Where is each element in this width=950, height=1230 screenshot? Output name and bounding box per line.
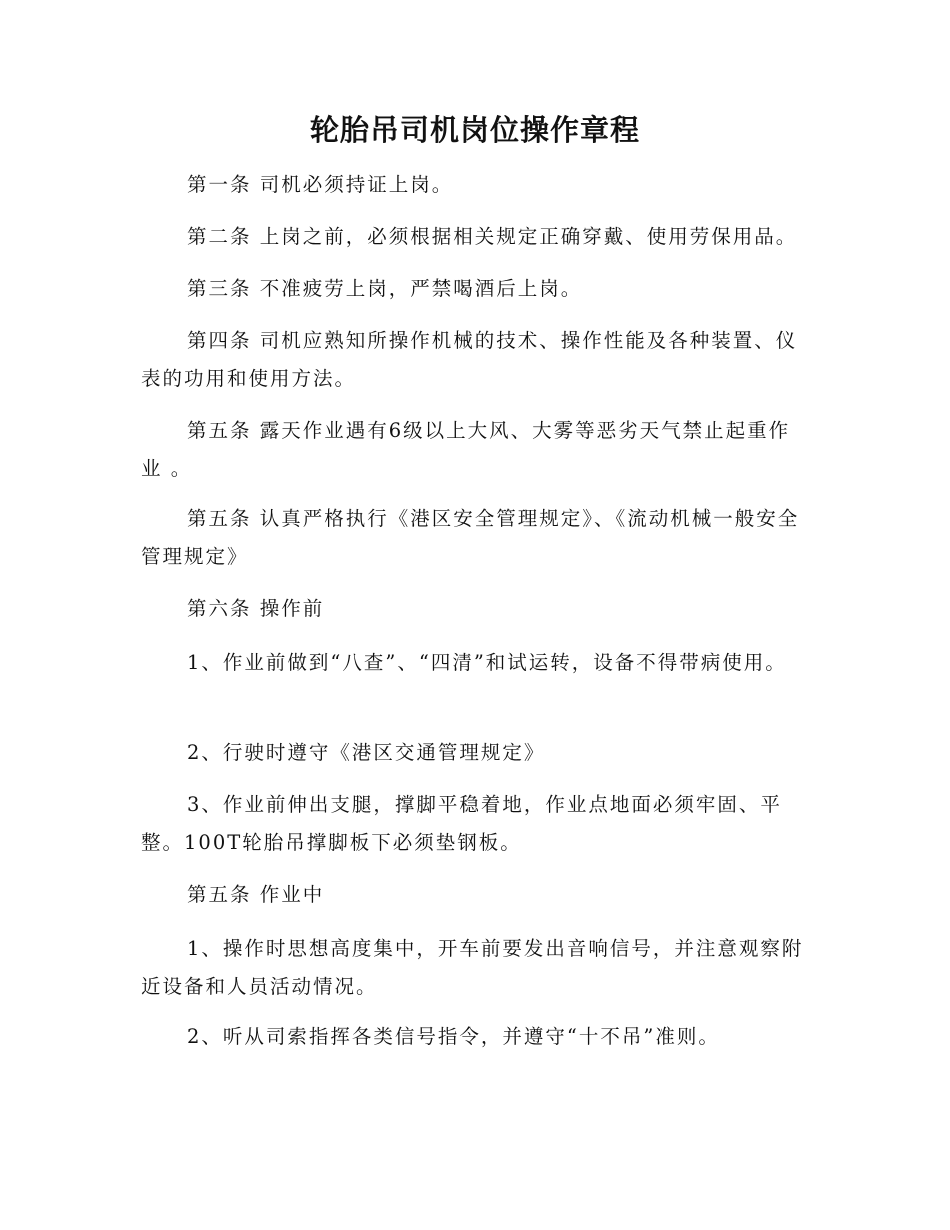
document-title: 轮胎吊司机岗位操作章程 (309, 113, 640, 147)
article-4: 第四条 司机应熟知所操作机械的技术、操作性能及各种装置、仪表的功用和使用方法。 (141, 329, 798, 390)
article-6-heading: 第六条 操作前 (187, 597, 325, 620)
in-operation-heading: 第五条 作业中 (187, 883, 325, 906)
pre-operation-item-1: 1、作业前做到“八查”、“四清”和试运转，设备不得带病使用。 (187, 651, 787, 674)
pre-operation-item-2: 2、行驶时遵守《港区交通管理规定》 (187, 741, 546, 764)
article-5-regulations: 第五条 认真严格执行《港区安全管理规定》、《流动机械一般安全管理规定》 (141, 507, 800, 568)
in-operation-item-1: 1、操作时思想高度集中，开车前要发出音响信号，并注意观察附近设备和人员活动情况。 (141, 937, 804, 998)
article-1: 第一条 司机必须持证上岗。 (187, 173, 454, 196)
article-2: 第二条 上岗之前，必须根据相关规定正确穿戴、使用劳保用品。 (187, 225, 798, 248)
in-operation-item-2: 2、听从司索指挥各类信号指令，并遵守“十不吊”准则。 (187, 1025, 720, 1048)
article-3: 第三条 不准疲劳上岗，严禁喝酒后上岗。 (187, 277, 583, 300)
article-5-weather: 第五条 露天作业遇有6级以上大风、大雾等恶劣天气禁止起重作业 。 (141, 419, 791, 480)
pre-operation-item-3: 3、作业前伸出支腿，撑脚平稳着地，作业点地面必须牢固、平整。100T轮胎吊撑脚板下必须垫钢板。 (141, 793, 782, 854)
